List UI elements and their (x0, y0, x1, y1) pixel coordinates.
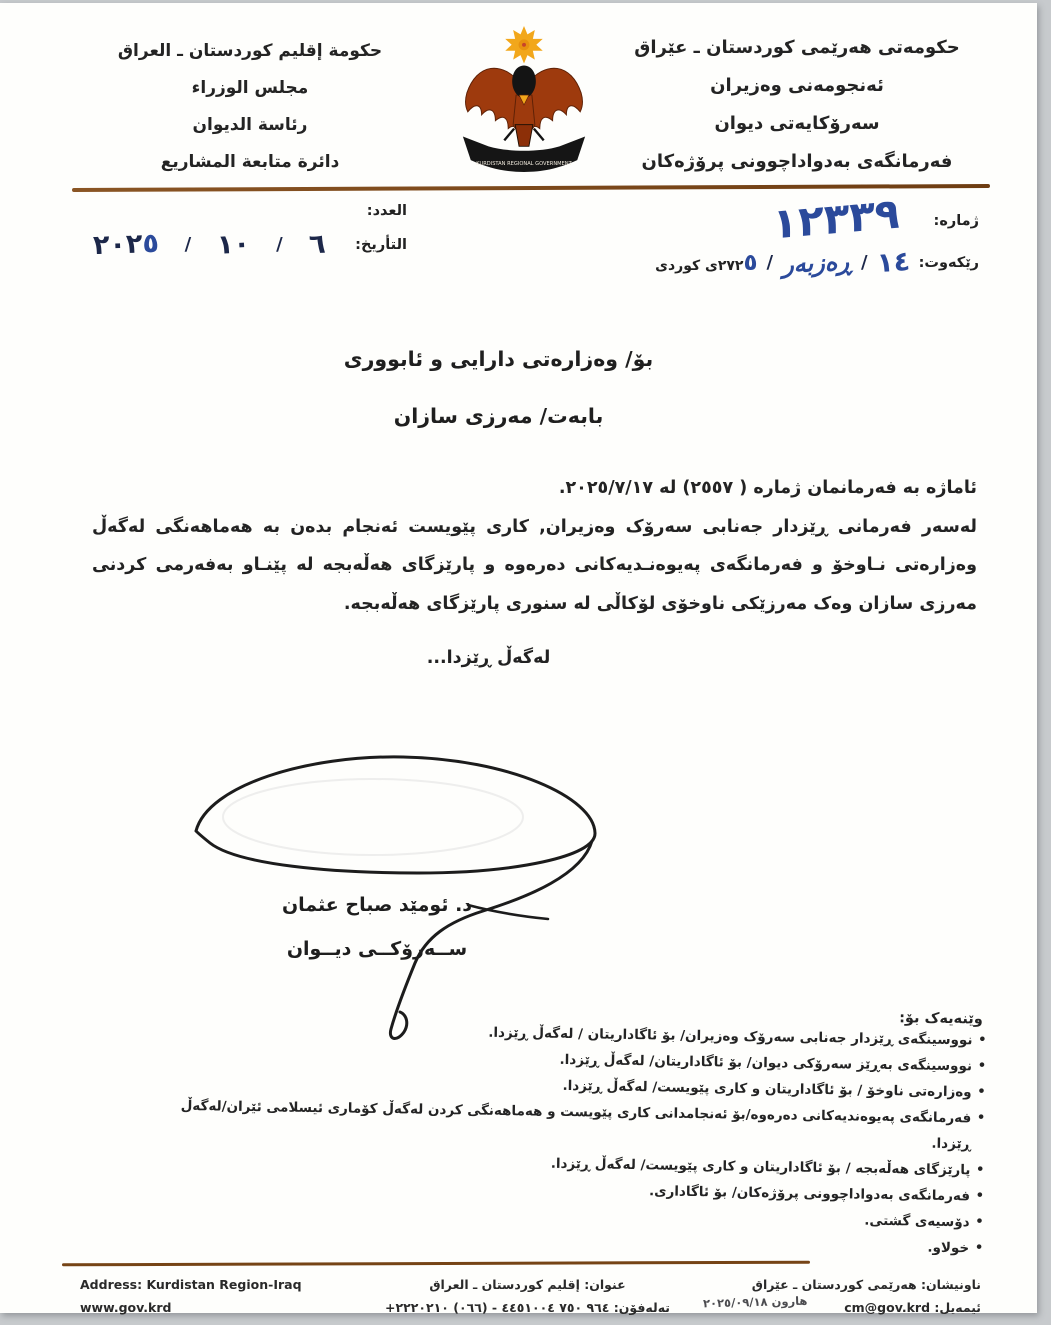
footer-english (80, 1273, 302, 1319)
reference-line: ئاماژە بە فەرمانمان ژمارە ( ٢٥٥٧) لە ٢٠٢٥/٧/١٧. (558, 478, 977, 498)
footer-website: www.gov.krd (80, 1300, 172, 1315)
signature-faint-loop (223, 779, 523, 855)
handwritten-day: ١٤ (875, 245, 911, 280)
header-kurdish-line: ئەنجومەنی وەزیران (710, 75, 884, 96)
cc-item: • نووسینگەی بەڕێز سەرۆکی دیوان/ بۆ ئاگاداریتان/ لەگەڵ ڕێزدا. (151, 1040, 986, 1079)
header-arabic-line: رئاسة الديوان (192, 115, 308, 135)
body-paragraph: لەسەر فەرمانی ڕێزدار جەنابی سەرۆک وەزیران, کاری پێویست ئەنجام بدەن بە هەماهەنگی لەگەڵ وەزارەتی نـاوخۆ و فەرمانگەی پەیوەنـدیەکانی دەرەوە و پارێزگای هەڵەبجە لە پێنـاو بەفەرمی کردنی مەرزی سازان وەک مەرزێکی ناوخۆی لۆکاڵی لە سنوری پارێزگای هەڵەبجە. (92, 516, 977, 614)
cc-item: • فەرمانگەی بەدواداچوونی پرۆژەکان/ بۆ ئاگاداری. (149, 1170, 984, 1209)
header-arabic-line: مجلس الوزراء (191, 78, 309, 98)
header-arabic-line: دائرة متابعة المشاريع (160, 152, 340, 172)
header-arabic (70, 33, 430, 181)
footer-address-ar: عنوان: إقليم كوردستان ـ العراق (429, 1277, 626, 1292)
header-arabic-line: حكومة إقليم كوردستان ـ العراق (117, 41, 383, 61)
signer-title: ســەرۆكــی دیــوان (286, 938, 468, 960)
handwritten-month: ڕەزبەر (781, 246, 853, 279)
date-label: رێكەوت: (918, 254, 979, 271)
meta-arabic (72, 203, 407, 260)
eagle-tail (515, 125, 533, 147)
signer-block (262, 883, 492, 971)
arabic-number-label: العدد: (366, 203, 407, 219)
number-label: ژمارە: (933, 213, 979, 229)
year-suffix: ی كوردی (655, 257, 718, 274)
cc-item: • فەرمانگەی پەیوەندیەکانی دەرەوە/بۆ ئەنجامدانی کاری پێویست و هەماهەنگی کردن لەگەڵ کۆماری ئیسلامی ئێران/لەگەڵ ڕێزدا. (150, 1092, 986, 1157)
closing-line: لەگەڵ ڕێزدا... (426, 648, 551, 668)
date-separator: / (276, 234, 283, 255)
cc-item: • پارێزگای هەڵەبجە / بۆ ئاگاداریتان و کاری پێویست/ لەگەڵ ڕێزدا. (149, 1144, 984, 1183)
cc-list (148, 998, 987, 1261)
email-value: cm@gov.krd (844, 1300, 931, 1315)
handwritten-month: ١٠ (216, 228, 251, 261)
letter-body (92, 469, 977, 623)
handwritten-footer-note: هارون ٢٠٢٥/٠٩/١٨ (702, 1293, 808, 1311)
sun-icon (505, 26, 542, 63)
footer-phone (335, 1296, 720, 1319)
cc-item: • دۆسیەی گشتی. (148, 1196, 983, 1235)
handwritten-day: ٦ (307, 228, 326, 261)
header-kurdish-line: سەرۆكایەتی دیوان (714, 113, 880, 134)
handwritten-year (92, 228, 159, 261)
ribbon-text: KURDISTAN REGIONAL GOVERNMENT (476, 161, 572, 168)
date-separator: / (184, 234, 192, 255)
footer-center (335, 1273, 720, 1319)
email-label: ئیمەیل: (934, 1300, 981, 1315)
header-kurdish-line: فەرمانگەی بەدواداچوونی پرۆژەكان (641, 151, 953, 172)
subject-line: بابەت/ مەرزی سازان (393, 404, 604, 428)
krg-emblem-icon (455, 23, 593, 175)
cc-item: • خولاو. (148, 1222, 983, 1261)
handwritten-year-digit: ٥ (743, 249, 758, 276)
footer-address-ku: ناونیشان: هەرێمی كوردستان ـ عێراق (751, 1277, 981, 1292)
header-divider (72, 184, 990, 192)
phone-value: +٩٦٤ ٧٥٠ ٤٤٥١٠٠٤ - (٠٦٦) ٢٢٢٠٢١٠ (385, 1300, 610, 1315)
footer-address-en: Address: Kurdistan Region-Iraq (80, 1277, 302, 1292)
to-line: بۆ/ وەزارەتی دارایی و ئابووری (343, 347, 654, 371)
cc-heading: وێنەیەک بۆ: (899, 1010, 983, 1028)
handwritten-year-digit: ٥ (141, 227, 160, 260)
kurdish-year (655, 250, 757, 276)
arabic-date-label: التأريخ: (355, 236, 407, 253)
cc-item: • وەزارەتی ناوخۆ / بۆ ئاگاداریتان و کاری پێویست/ لەگەڵ ڕێزدا. (151, 1066, 986, 1105)
date-separator: / (766, 252, 774, 273)
meta-kurdish (559, 187, 979, 280)
letter-page (0, 3, 1037, 1313)
footer-divider (62, 1261, 810, 1267)
handwritten-number: ١٢٣٣٩ (772, 187, 901, 249)
cc-item: • نووسینگەی ڕێزدار جەنابی سەرۆک وەزیران/ بۆ ئاگاداریتان / لەگەڵ ڕێزدا. (151, 1014, 986, 1053)
subject-block (0, 331, 997, 445)
signer-name: د. ئومێد صباح عثمان (281, 894, 473, 916)
year-printed: ٢٧٢ (717, 257, 744, 274)
header-kurdish-line: حكومەتی هەرێمی كوردستان ـ عێراق (634, 37, 960, 58)
phone-label: تەلەفۆن: (613, 1300, 670, 1315)
year-printed: ٢٠٢ (92, 228, 143, 262)
date-separator: / (861, 252, 868, 273)
header-kurdish (607, 29, 987, 181)
